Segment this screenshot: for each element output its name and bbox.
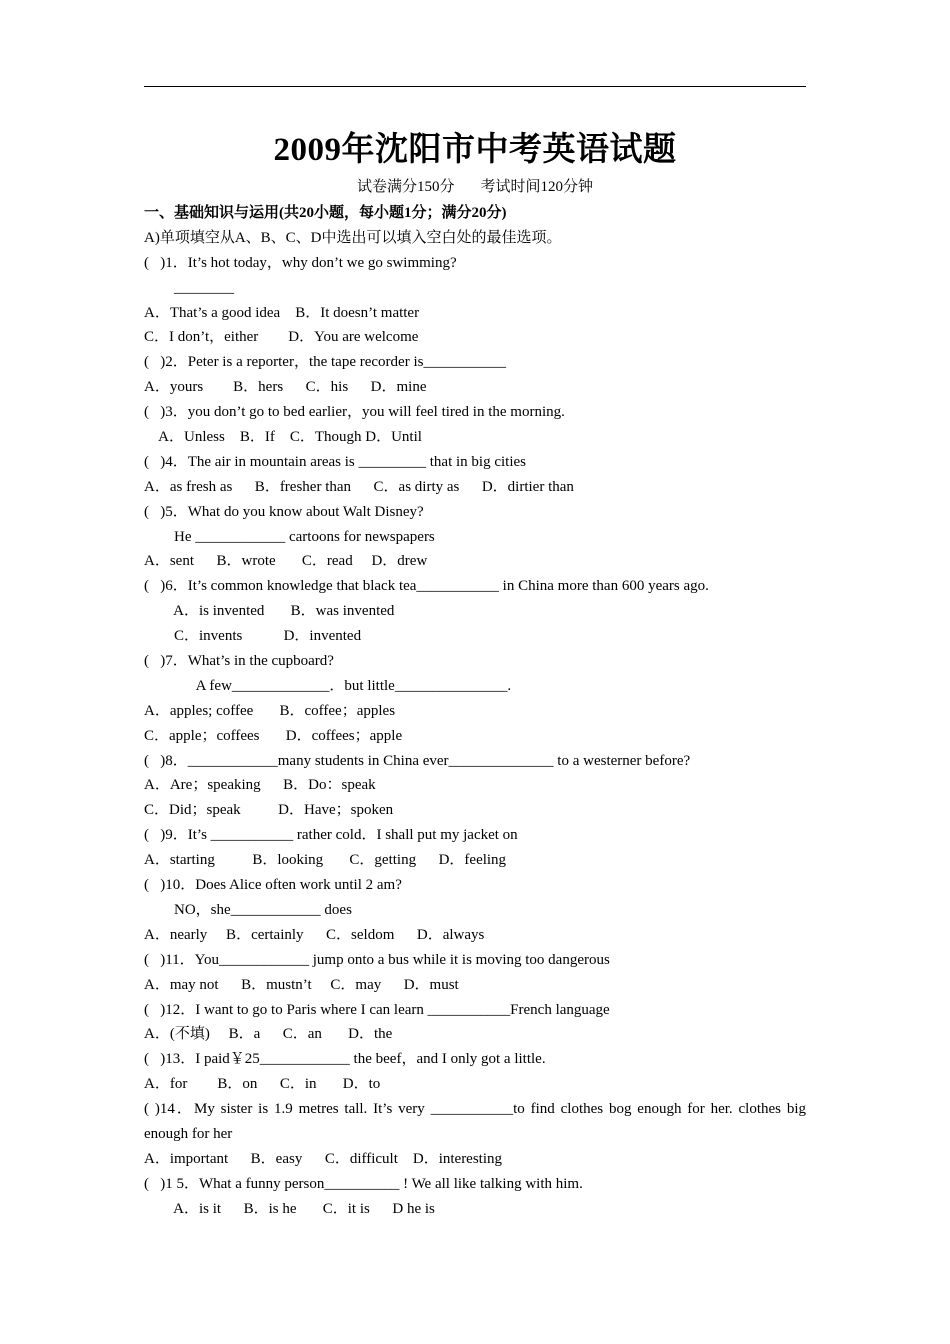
question-14: ( )14．My sister is 1.9 metres tall. It’s very ___________to find clothes bog enough for her. clothes big enough for her bbox=[144, 1101, 806, 1142]
text-line: ( )13．I paid￥25____________ the beef，and I only got a little. bbox=[144, 1051, 546, 1068]
section-heading: 一、基础知识与运用(共20小题，每小题1分；满分20分) bbox=[144, 205, 507, 221]
text-line: A few_____________．but little_______________. bbox=[144, 677, 512, 694]
text-line: A．nearly B．certainly C．seldom D．always bbox=[144, 926, 485, 943]
text-line: ( )8．____________many students in China ever______________ to a westerner before? bbox=[144, 752, 691, 769]
text-line: A．is it B．is he C．it is D he is bbox=[144, 1200, 435, 1217]
text-line: A．for B．on C．in D．to bbox=[144, 1076, 381, 1093]
text-line: A．is invented B．was invented bbox=[144, 603, 395, 620]
text-line: ( )2．Peter is a reporter，the tape recorder is___________ bbox=[144, 354, 506, 371]
text-line: A．may not B．mustn’t C．may D．must bbox=[144, 976, 459, 993]
text-line: ( )5．What do you know about Walt Disney? bbox=[144, 503, 424, 520]
text-line: ( )11．You____________ jump onto a bus while it is moving too dangerous bbox=[144, 951, 610, 968]
section-instruction: A)单项填空从A、B、C、D中选出可以填入空白处的最佳选项。 bbox=[144, 229, 562, 246]
text-line: ( )1 5．What a funny person__________ ! We all like talking with him. bbox=[144, 1175, 583, 1192]
text-line: He ____________ cartoons for newspapers bbox=[144, 528, 435, 545]
text-line: A．sent B．wrote C．read D．drew bbox=[144, 553, 428, 570]
text-line: A．as fresh as B．fresher than C．as dirty as D．dirtier than bbox=[144, 478, 574, 495]
text-line: ( )7．What’s in the cupboard? bbox=[144, 653, 334, 670]
top-rule bbox=[144, 86, 806, 87]
text-line: NO，she____________ does bbox=[144, 901, 352, 918]
text-line: C．invents D．invented bbox=[144, 628, 362, 645]
text-line: A．Are；speaking B．Do：speak bbox=[144, 777, 376, 794]
score-info: 试卷满分150分 bbox=[356, 179, 455, 195]
exam-body bbox=[144, 201, 806, 1222]
page-title: 2009年沈阳市中考英语试题 bbox=[273, 132, 677, 168]
text-line: ( )6．It’s common knowledge that black tea___________ in China more than 600 years ago. bbox=[144, 578, 709, 595]
text-line: ( )10．Does Alice often work until 2 am? bbox=[144, 877, 402, 894]
text-line: A．yours B．hers C．his D．mine bbox=[144, 379, 427, 396]
text-line: C．apple；coffees D．coffees；apple bbox=[144, 727, 403, 744]
text-line: C．Did；speak D．Have；spoken bbox=[144, 802, 394, 819]
text-line: ( )4．The air in mountain areas is _________ that in big cities bbox=[144, 453, 527, 470]
text-line: A．Unless B．If C．Though D．Until bbox=[144, 429, 422, 446]
text-line: A．That’s a good idea B．It doesn’t matter bbox=[144, 304, 420, 321]
text-line: C．I don’t，either D．You are welcome bbox=[144, 329, 419, 346]
text-line: A．(不填) B．a C．an D．the bbox=[144, 1026, 393, 1043]
text-line: ( )12．I want to go to Paris where I can learn ___________French language bbox=[144, 1001, 610, 1018]
time-info: 考试时间120分钟 bbox=[480, 179, 594, 195]
text-line: A．apples; coffee B．coffee；apples bbox=[144, 702, 396, 719]
text-line: A．important B．easy C．difficult D．interesting bbox=[144, 1150, 503, 1167]
text-line: ________ bbox=[144, 279, 234, 296]
text-line: ( )3．you don’t go to bed earlier，you will feel tired in the morning. bbox=[144, 404, 565, 421]
exam-info bbox=[0, 176, 950, 198]
text-line: ( )9．It’s ___________ rather cold．I shall put my jacket on bbox=[144, 827, 518, 844]
text-line: A．starting B．looking C．getting D．feeling bbox=[144, 852, 507, 869]
text-line: ( )1．It’s hot today，why don’t we go swimming? bbox=[144, 254, 457, 271]
